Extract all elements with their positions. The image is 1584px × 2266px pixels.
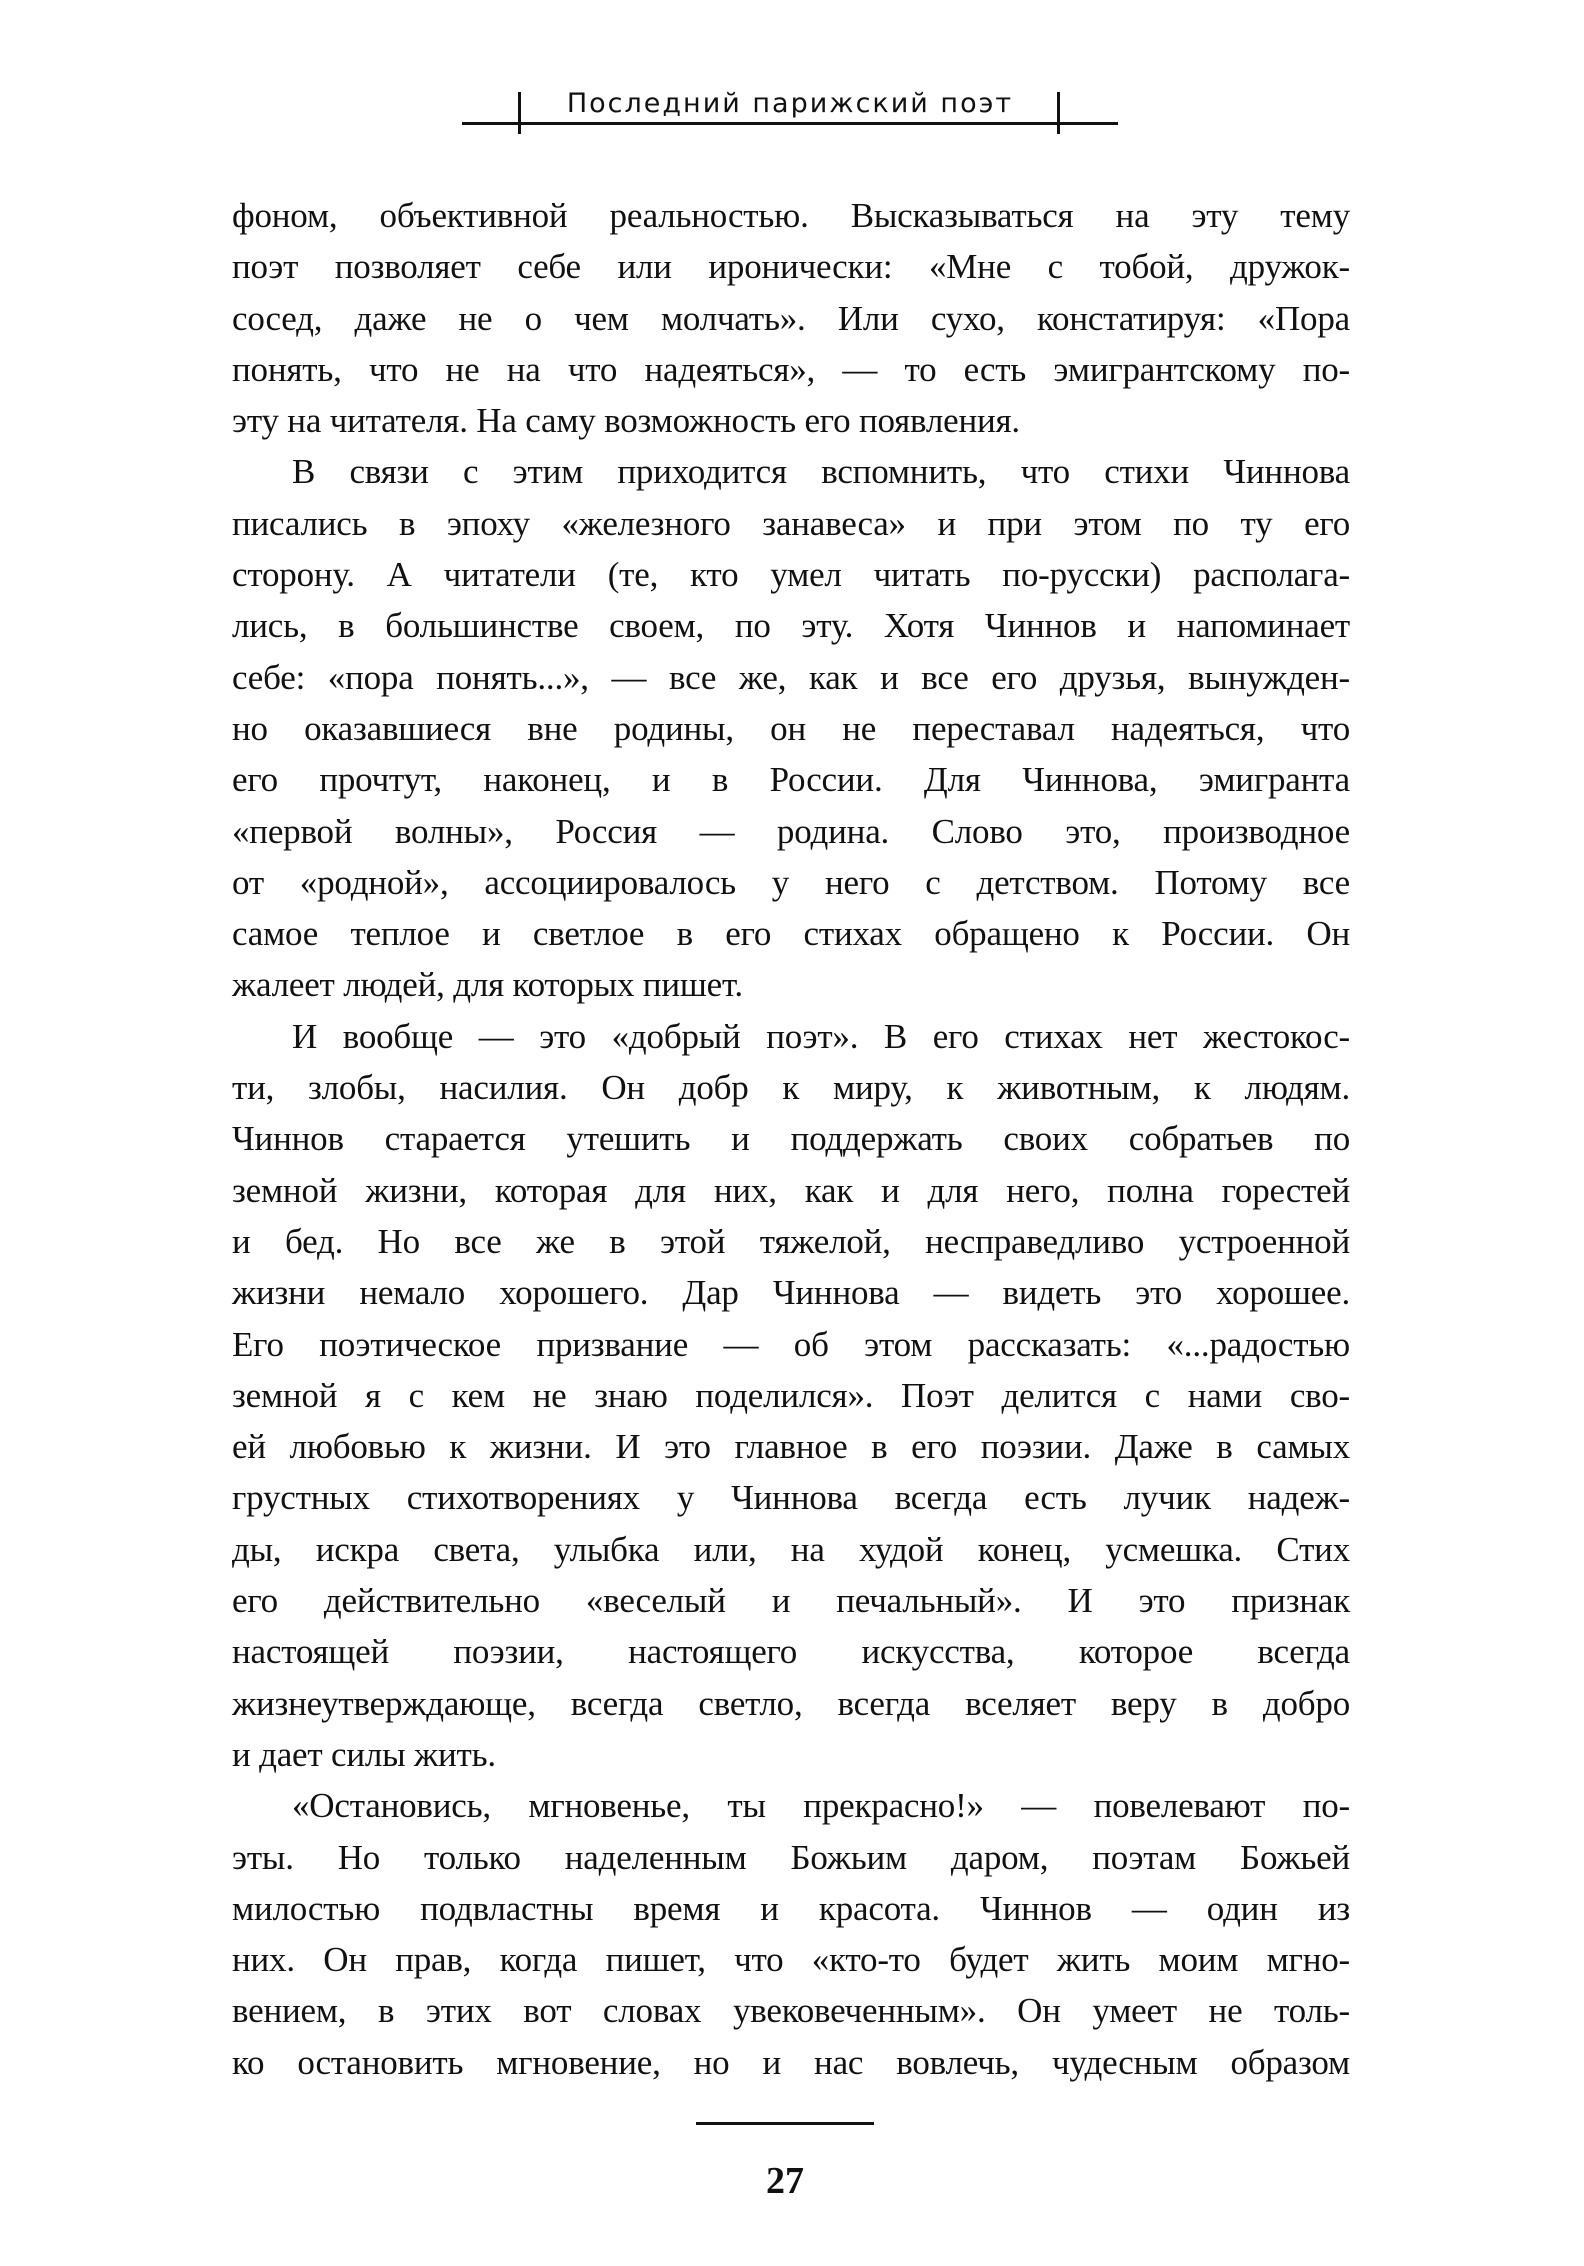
text-line: милостью подвластны время и красота. Чиннов — один из [232, 1888, 1350, 1928]
text-line: ей любовью к жизни. И это главное в его поэзии. Даже в самых [232, 1427, 1350, 1467]
text-line: настоящей поэзии, настоящего искусства, которое всегда [232, 1632, 1350, 1672]
text-line: Чиннов старается утешить и поддержать своих собратьев по [232, 1119, 1350, 1159]
text-line: фоном, объективной реальностью. Высказываться на эту тему [232, 196, 1350, 235]
text-line: земной жизни, которая для них, как и для него, полна горестей [232, 1170, 1350, 1210]
text-line: эту на читателя. На саму возможность его появления. [232, 401, 1020, 441]
body-text [232, 190, 1350, 2088]
text-line: «первой волны», Россия — родина. Слово это, производное [232, 811, 1350, 851]
text-line: его прочтут, наконец, и в России. Для Чиннова, эмигранта [232, 760, 1350, 800]
text-line: жизни немало хорошего. Дар Чиннова — видеть это хорошее. [232, 1273, 1350, 1313]
header-rule-tick-left [518, 92, 521, 134]
text-line: земной я с кем не знаю поделился». Поэт делится с нами сво- [232, 1375, 1350, 1415]
text-line: жалеет людей, для которых пишет. [232, 965, 743, 1005]
page-number: 27 [766, 2160, 804, 2202]
text-line: поэт позволяет себе или иронически: «Мне с тобой, дружок- [232, 247, 1350, 287]
text-line: понять, что не на что надеяться», — то есть эмигрантскому по- [232, 349, 1350, 389]
header-rule-tick-right [1057, 92, 1060, 134]
text-line: сторону. А читатели (те, кто умел читать по-русски) располага- [232, 555, 1350, 595]
running-header [462, 82, 1118, 142]
text-line: лись, в большинстве своем, по эту. Хотя Чиннов и напоминает [232, 606, 1350, 646]
text-line: ко остановить мгновение, но и нас вовлечь, чудесным образом [232, 2042, 1350, 2082]
text-line: И вообще — это «добрый поэт». В его стихах нет жестокос- [292, 1016, 1350, 1056]
text-line: вением, в этих вот словах увековеченным». Он умеет не толь- [232, 1991, 1350, 2031]
text-line: ти, злобы, насилия. Он добр к миру, к животным, к людям. [232, 1068, 1350, 1108]
text-line: грустных стихотворениях у Чиннова всегда есть лучик надеж- [232, 1478, 1350, 1518]
footer-rule [696, 2122, 874, 2125]
text-line: себе: «пора понять...», — все же, как и все его друзья, вынужден- [232, 657, 1350, 697]
text-line: Его поэтическое призвание — об этом рассказать: «...радостью [232, 1324, 1350, 1364]
text-line: них. Он прав, когда пишет, что «кто-то будет жить моим мгно- [232, 1940, 1350, 1980]
text-line: В связи с этим приходится вспомнить, что стихи Чиннова [292, 452, 1350, 492]
text-line: от «родной», ассоциировалось у него с детством. Потому все [232, 862, 1350, 902]
text-line: сосед, даже не о чем молчать». Или сухо, констатируя: «Пора [232, 298, 1350, 338]
text-line: ды, искра света, улыбка или, на худой конец, усмешка. Стих [232, 1529, 1350, 1569]
text-line: «Остановись, мгновенье, ты прекрасно!» — повелевают по- [292, 1786, 1350, 1826]
text-line: эты. Но только наделенным Божьим даром, поэтам Божьей [232, 1837, 1350, 1877]
text-line: и дает силы жить. [232, 1734, 496, 1774]
text-line: его действительно «веселый и печальный». И это признак [232, 1581, 1350, 1621]
text-line: жизнеутверждающе, всегда светло, всегда вселяет веру в добро [232, 1683, 1350, 1723]
text-line: писались в эпоху «железного занавеса» и при этом по ту его [232, 503, 1350, 543]
text-line: самое теплое и светлое в его стихах обращено к России. Он [232, 914, 1350, 954]
text-line: но оказавшиеся вне родины, он не переставал надеяться, что [232, 708, 1350, 748]
running-header-title: Последний парижский поэт [566, 88, 1014, 119]
header-rule [462, 122, 1118, 125]
text-line: и бед. Но все же в этой тяжелой, несправедливо устроенной [232, 1221, 1350, 1261]
